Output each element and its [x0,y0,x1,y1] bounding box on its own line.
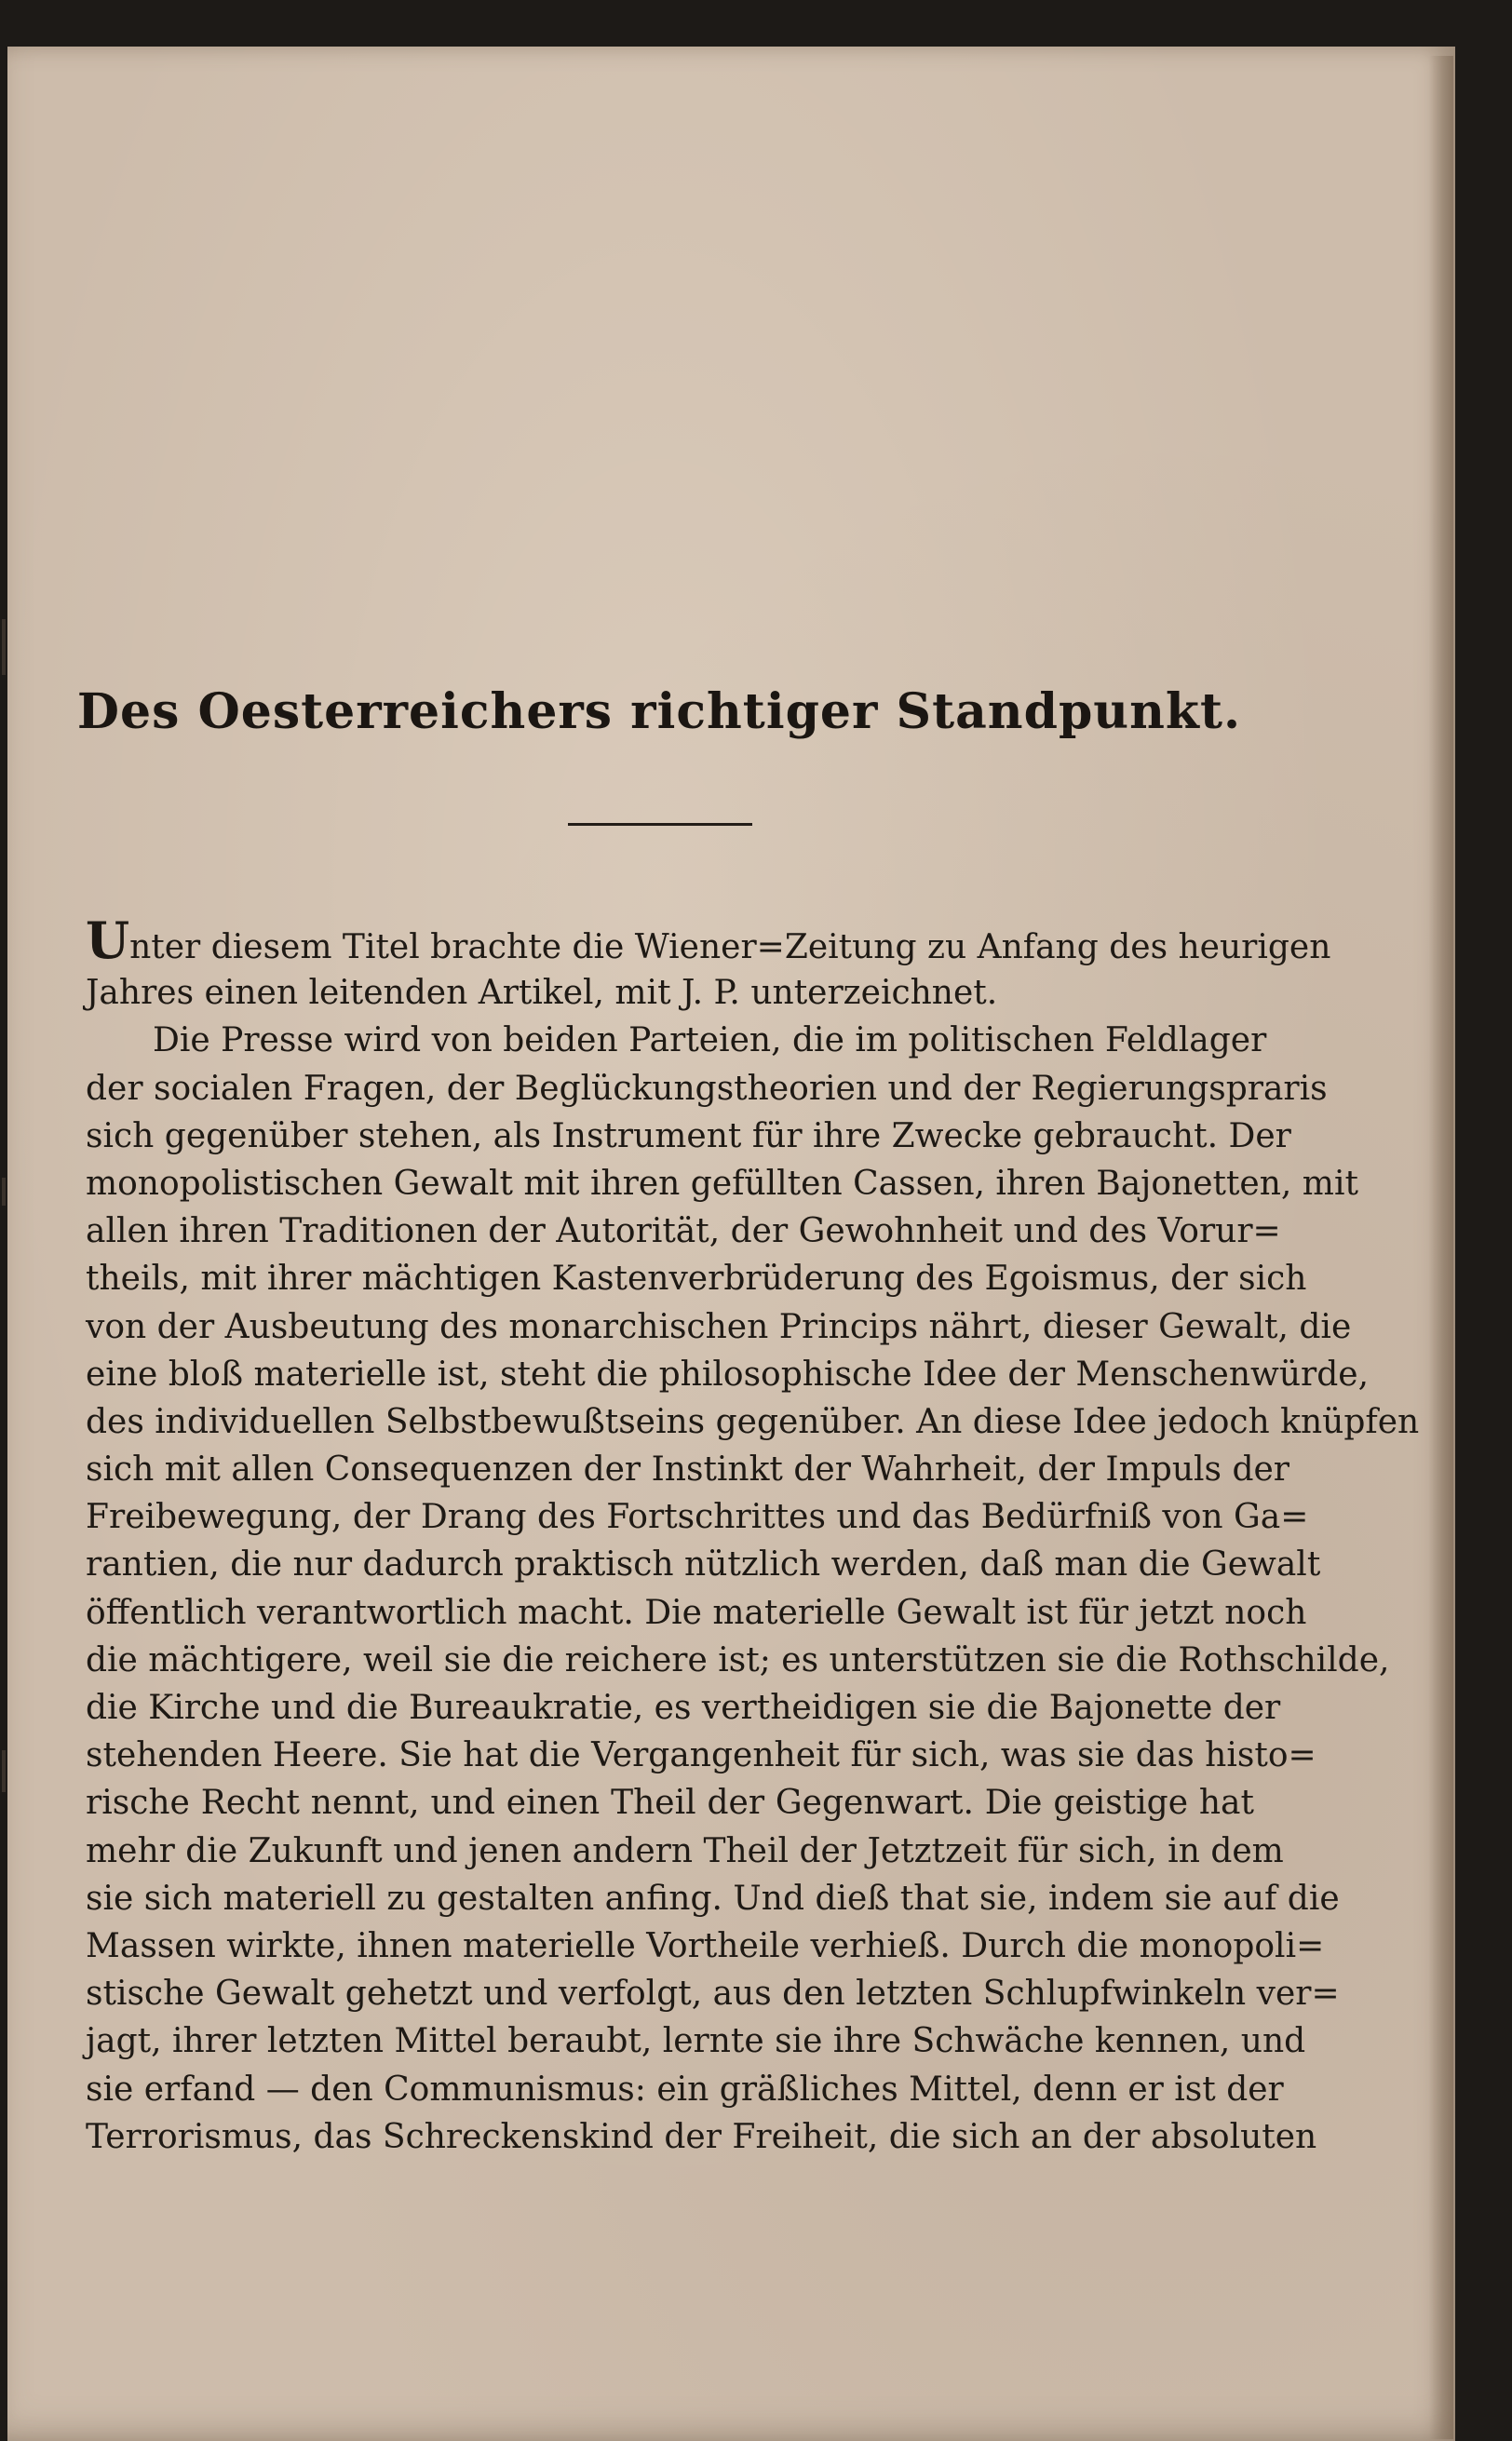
text-line: monopolistischen Gewalt mit ihren gefüllten Cassen, ihren Bajonetten, mit [86,1164,1358,1203]
text-line: sie erfand — den Communismus: ein gräßliches Mittel, denn er ist der [86,2070,1284,2109]
text-line: theils, mit ihrer mächtigen Kastenverbrüderung des Egoismus, der sich [86,1260,1307,1299]
document-page [7,47,1455,2441]
text-line: Jahres einen leitenden Artikel, mit J. P. unterzeichnet. [86,974,998,1013]
page-edge-shadow [1429,56,1453,2439]
text-line: die Kirche und die Bureaukratie, es vertheidigen sie die Bajonette der [86,1689,1281,1727]
text-line: rantien, die nur dadurch praktisch nützlich werden, daß man die Gewalt [86,1545,1321,1585]
text-line: allen ihren Traditionen der Autorität, der Gewohnheit und des Vorur= [86,1212,1281,1251]
text-line: Terrorismus, das Schreckenskind der Freiheit, die sich an der absoluten [86,2117,1317,2156]
text-line: stehenden Heere. Sie hat die Vergangenheit für sich, was sie das histo= [86,1736,1316,1775]
paragraph [86,1017,1420,2161]
text-line: jagt, ihrer letzten Mittel beraubt, lernte sie ihre Schwäche kennen, und [86,2022,1306,2061]
title-divider [568,823,752,826]
text-line: sich gegenüber stehen, als Instrument für ihre Zwecke gebraucht. Der [86,1116,1291,1155]
margin-mark [2,1178,6,1206]
body-text [86,910,1420,2161]
text-line: öffentlich verantwortlich macht. Die materielle Gewalt ist für jetzt noch [86,1593,1307,1632]
text-line: Unter diesem Titel brachte die Wiener=Zeitung zu Anfang des heurigen [86,910,1331,970]
text-line: Freibewegung, der Drang des Fortschrittes und das Bedürfniß von Ga= [86,1498,1309,1537]
text-line: sie sich materiell zu gestalten anfing. Und dieß that sie, indem sie auf die [86,1879,1340,1918]
text-line: mehr die Zukunft und jenen andern Theil der Jetztzeit für sich, in dem [86,1831,1284,1870]
text-line: sich mit allen Consequenzen der Instinkt der Wahrheit, der Impuls der [86,1450,1290,1490]
text-line: stische Gewalt gehetzt und verfolgt, aus den letzten Schlupfwinkeln ver= [86,1975,1340,2014]
paragraph [86,910,1331,1017]
document-title: Des Oesterreichers richtiger Standpunkt. [76,683,1242,740]
text-line: rische Recht nennt, und einen Theil der Gegenwart. Die geistige hat [86,1784,1254,1823]
margin-mark [2,1750,6,1792]
text-line: Die Presse wird von beiden Parteien, die im politischen Feldlager [153,1021,1267,1060]
text-line: des individuellen Selbstbewußtseins gegenüber. An diese Idee jedoch knüpfen [86,1402,1420,1441]
text-line: Massen wirkte, ihnen materielle Vortheile verhieß. Durch die monopoli= [86,1926,1325,1965]
text-line: der socialen Fragen, der Beglückungstheorien und der Regierungspraris [86,1069,1328,1108]
text-line: eine bloß materielle ist, steht die philosophische Idee der Menschenwürde, [86,1355,1370,1394]
initial-letter: U [86,910,130,970]
text-line: von der Ausbeutung des monarchischen Princips nährt, dieser Gewalt, die [86,1307,1352,1346]
text-line: die mächtigere, weil sie die reichere ist; es unterstützen sie die Rothschilde, [86,1640,1390,1679]
margin-mark [2,619,6,675]
